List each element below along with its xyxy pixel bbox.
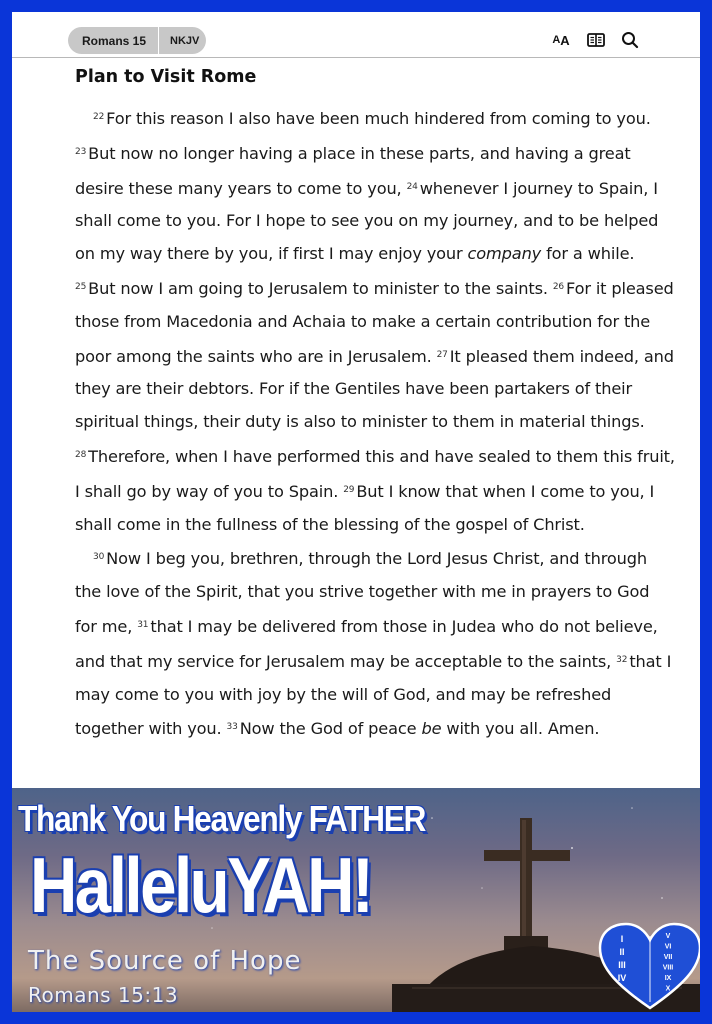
verse-text: But now I am going to Jerusalem to minister to the saints. xyxy=(88,278,548,298)
chapter-text xyxy=(75,58,675,746)
version-button[interactable]: NKJV xyxy=(170,34,200,47)
roman-numeral-right: V xyxy=(665,933,671,940)
verse-number[interactable]: 27 xyxy=(436,349,448,360)
verse-text: For this reason I also have been much hindered from coming to you. xyxy=(106,109,651,128)
roman-numeral-left: IV xyxy=(617,973,627,983)
verse-text: Now the God of peace xyxy=(239,719,417,739)
reading-mode-icon[interactable] xyxy=(586,31,606,49)
roman-numeral-right: VIII xyxy=(662,964,674,972)
passage-selector xyxy=(68,27,206,54)
reader-toolbar xyxy=(12,12,700,58)
verse-number[interactable]: 22 xyxy=(93,112,105,122)
verse-number[interactable]: 28 xyxy=(75,449,87,460)
reader-window xyxy=(12,12,700,1012)
verse-number[interactable]: 32 xyxy=(616,654,628,665)
verse-number[interactable]: 26 xyxy=(552,281,564,292)
banner-subtitle: The Source of Hope xyxy=(28,946,302,976)
book-chapter-button[interactable]: Romans 15 xyxy=(82,33,147,48)
roman-numeral-left: I xyxy=(620,934,624,944)
italic-word: be xyxy=(421,719,442,739)
verse-text: But I know that when I come to you, I shall come in the fullness of the blessing of the gospel of Christ. xyxy=(75,481,655,534)
verse-number[interactable]: 23 xyxy=(75,146,87,157)
heart-icon xyxy=(598,922,700,1012)
verse-text: For it pleased those from Macedonia and Achaia to make a certain contribution for the poor among the saints who are in Jerusalem. xyxy=(75,278,674,366)
verse-number[interactable]: 30 xyxy=(93,552,105,563)
verse-number[interactable]: 24 xyxy=(406,181,418,192)
verse-text: that I may be delivered from those in Judea who do not believe, and that my service for Jerusalem may be acceptable to the saints, xyxy=(75,616,658,671)
verse-text: that I may come to you with joy by the will of God, and may be refreshed together with you. xyxy=(75,651,672,739)
search-icon[interactable] xyxy=(620,31,640,49)
verse-text: It pleased them indeed, and they are their debtors. For if the Gentiles have been partakers of their spiritual things, their duty is also to minister to them in material things. xyxy=(75,346,674,432)
font-size-large-a: A xyxy=(560,32,570,48)
roman-numeral-right: VII xyxy=(663,954,673,961)
verse-text: Therefore, when I have performed this and have sealed to them this fruit, I shall go by way of you to Spain. xyxy=(75,446,675,501)
roman-numeral-right: IX xyxy=(664,975,672,982)
paragraph xyxy=(75,101,675,541)
verse-number[interactable]: 31 xyxy=(137,619,149,630)
verse-number[interactable]: 33 xyxy=(226,722,238,733)
verse-number[interactable]: 29 xyxy=(343,484,355,495)
roman-numeral-right: VI xyxy=(664,943,672,951)
roman-numeral-left: II xyxy=(619,947,625,957)
font-size-icon[interactable] xyxy=(550,31,572,49)
roman-numeral-left: III xyxy=(618,960,626,970)
hallelujah-banner-image xyxy=(12,788,700,1012)
banner-title: Thank You Heavenly FATHER xyxy=(18,798,426,839)
verse-text: whenever I journey to Spain, I shall come to you. For I hope to see you on my journey, and to be helped on my way there by you, if first I may enjoy your xyxy=(75,178,659,264)
italic-word: company xyxy=(467,244,542,264)
verse-text: with you all. Amen. xyxy=(446,719,600,739)
banner-headline: HalleluYAH! xyxy=(30,841,372,929)
font-size-small-a: A xyxy=(552,34,561,46)
section-heading: Plan to Visit Rome xyxy=(75,67,257,87)
verse-text: Now I beg you, brethren, through the Lord Jesus Christ, and through the love of the Spirit, that you strive together with me in prayers to God for me, xyxy=(75,549,650,636)
banner-reference: Romans 15:13 xyxy=(28,983,179,1007)
verse-text: for a while. xyxy=(546,244,635,264)
roman-numeral-right: X xyxy=(665,985,671,993)
paragraph xyxy=(75,541,675,746)
verse-text: But now no longer having a place in these parts, and having a great desire these many years to come to you, xyxy=(75,143,631,198)
verse-number[interactable]: 25 xyxy=(75,281,87,292)
